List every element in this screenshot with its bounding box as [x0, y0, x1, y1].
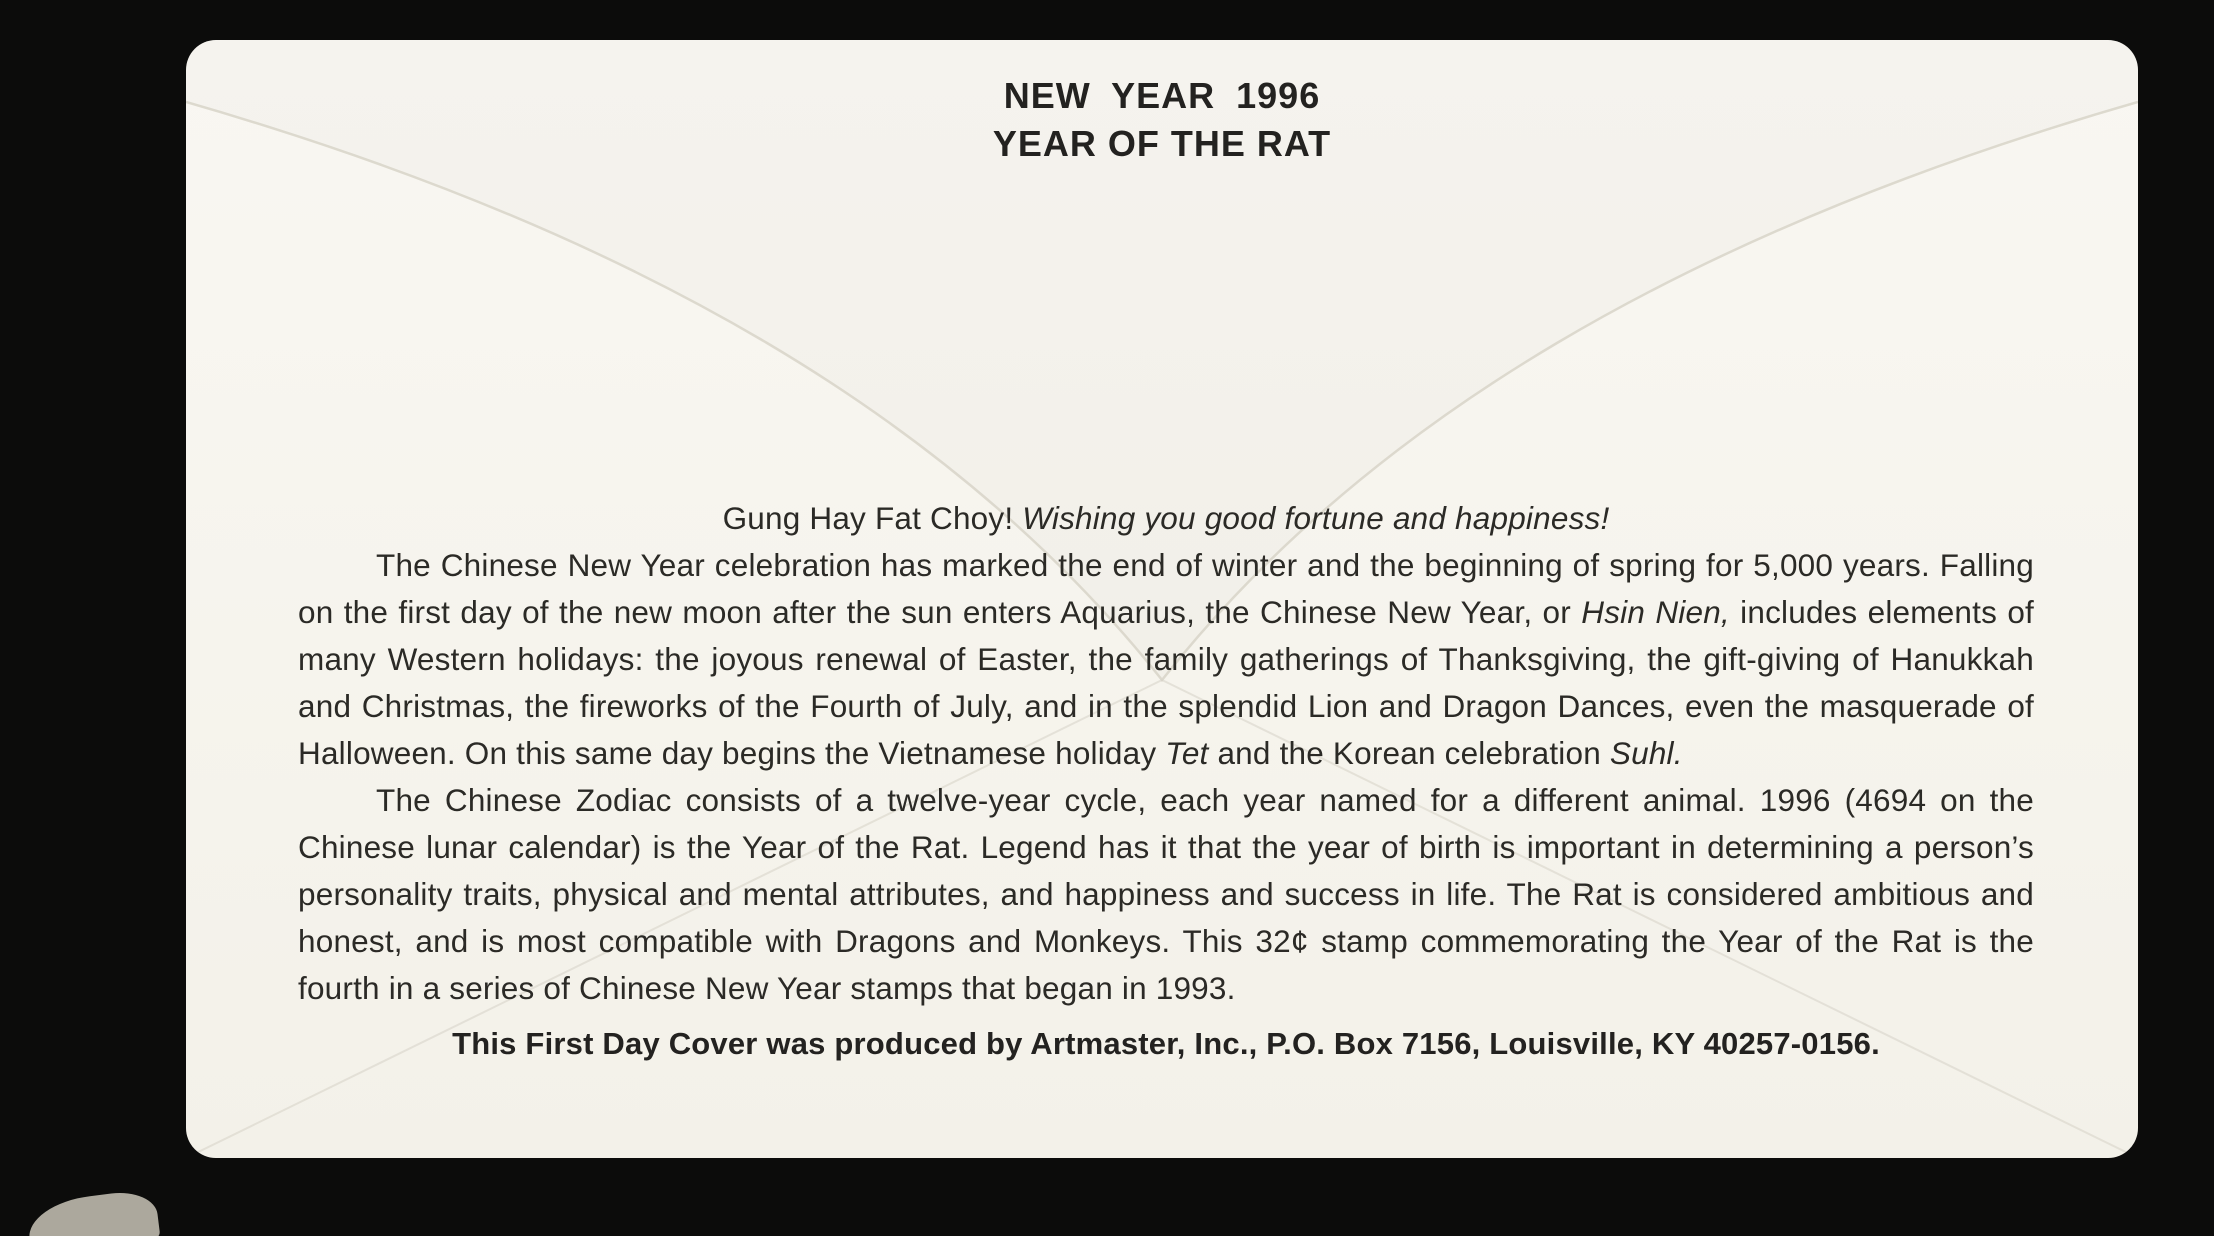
greeting-line [298, 495, 2034, 542]
greeting-lead: Gung Hay Fat Choy! [722, 500, 1023, 536]
paragraph-1-seg-4: and the Korean celebration [1208, 735, 1610, 771]
paragraph-2: The Chinese Zodiac consists of a twelve-year cycle, each year named for a different animal. 1996 (4694 on the Chinese lunar calendar) is the Year of the Rat. Legend has it that the year of birth is important in determining a person’s personality traits, physical and mental attributes, and happiness and success in life. The Rat is considered ambitious and honest, and is most compatible with Dragons and Monkeys. This 32¢ stamp commemorating the Year of the Rat is the fourth in a series of Chinese New Year stamps that began in 1993. [298, 782, 2034, 1006]
paragraph-1-seg-1: Hsin Nien, [1581, 594, 1730, 630]
body-text [298, 495, 2034, 1067]
paragraph-1-seg-0: The Chinese New Year celebration has marked the end of winter and the beginning of spring for 5,000 years. Falling on the first day of the new moon after the sun enters Aquarius, the Chinese New Year, or [298, 547, 2034, 630]
title-block [186, 72, 2138, 168]
paragraph-1-seg-2: includes elements of many Western holidays: the joyous renewal of Easter, the family gatherings of Thanksgiving, the gift-giving of Hanukkah and Christmas, the fireworks of the Fourth of July, and in the splendid Lion and Dragon Dances, even the masquerade of Halloween. On this same day begins the Vietnamese holiday [298, 594, 2034, 771]
title-line-2: YEAR OF THE RAT [992, 123, 1332, 164]
torn-paper-edge [25, 1188, 160, 1236]
envelope-back [186, 40, 2138, 1158]
paragraph-1-seg-5: Suhl. [1609, 735, 1683, 771]
greeting-italic: Wishing you good fortune and happiness! [1022, 500, 1610, 536]
paragraph-1-seg-3: Tet [1165, 735, 1209, 771]
paragraph-1 [298, 542, 2034, 777]
title-line-1: NEW YEAR 1996 [1003, 75, 1321, 116]
producer-credit-line: This First Day Cover was produced by Artmaster, Inc., P.O. Box 7156, Louisville, KY 40257-0156. [452, 1026, 1880, 1061]
